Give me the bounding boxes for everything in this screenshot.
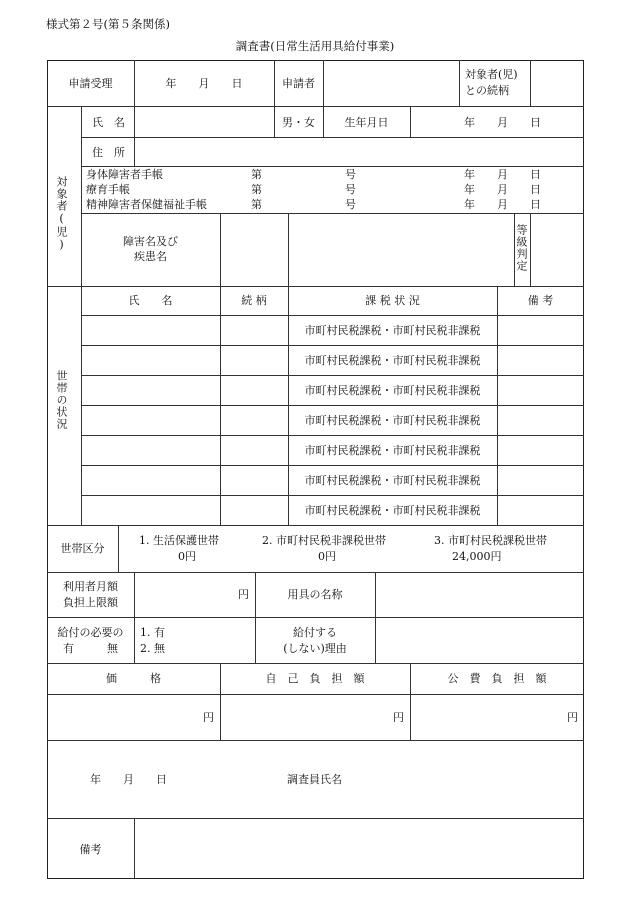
handbook-mental-label: 精神障害者保健福祉手帳 (86, 198, 207, 211)
household-row-tax[interactable]: 市町村民税課税・市町村民税非課税 (304, 324, 481, 337)
household-row-tax[interactable]: 市町村民税課税・市町村民税非課税 (304, 414, 481, 427)
rule (81, 465, 584, 466)
receipt-label: 申請受理 (68, 77, 113, 90)
handbook-ryoiku-dai: 第 (251, 183, 262, 196)
birthdate-label: 生年月日 (344, 116, 389, 129)
handbook-ryoiku-label: 療育手帳 (86, 183, 130, 196)
disease-field[interactable] (289, 214, 513, 285)
rule (47, 694, 584, 695)
handbook-physical-label: 身体障害者手帳 (86, 168, 163, 181)
grade-field[interactable] (531, 214, 583, 285)
applicant-label: 申請者 (282, 77, 315, 90)
category-option-1[interactable]: 1. 生活保護世帯 (139, 534, 219, 547)
handbook-physical-date: 年 月 日 (464, 168, 541, 181)
rule (81, 345, 584, 346)
rule (118, 525, 119, 572)
household-header-tax: 課 税 状 況 (365, 294, 420, 307)
relationship-label-line2: との続柄 (465, 84, 509, 97)
applicant-field[interactable] (324, 61, 458, 105)
address-label: 住 所 (92, 146, 125, 159)
item-name-field[interactable] (376, 573, 583, 616)
address-field[interactable] (135, 138, 583, 165)
subject-name-field[interactable] (135, 107, 273, 136)
handbook-physical-dai: 第 (251, 168, 262, 181)
rule (81, 405, 584, 406)
rule (47, 740, 584, 741)
item-name-label: 用具の名称 (287, 588, 343, 601)
name-label: 氏 名 (92, 116, 125, 129)
category-amount-3: 24,000円 (452, 550, 502, 563)
household-header-name: 氏 名 (128, 294, 173, 307)
household-row-tax[interactable]: 市町村民税課税・市町村民税非課税 (304, 354, 481, 367)
rule (47, 106, 584, 107)
category-label: 世帯区分 (60, 542, 105, 555)
necessity-option-no[interactable]: 2. 無 (140, 642, 165, 655)
self-burden-label: 自 己 負 担 額 (265, 672, 365, 685)
handbook-mental-dai: 第 (251, 198, 262, 211)
reason-label-line2: (しない)理由 (283, 642, 347, 655)
rule (81, 315, 584, 316)
relationship-label-line1: 対象者(児) (465, 68, 518, 81)
handbook-ryoiku-go: 号 (345, 183, 356, 196)
price-unit[interactable]: 円 (203, 711, 214, 724)
disability-label-line1: 障害名及び (123, 235, 178, 248)
handbook-mental-go: 号 (345, 198, 356, 211)
household-header-remarks: 備 考 (527, 294, 554, 307)
household-section-label: 世帯の状況 (55, 370, 68, 430)
rule (288, 286, 289, 525)
handbook-mental-date: 年 月 日 (464, 198, 541, 211)
remarks-field[interactable] (135, 819, 583, 878)
handbook-ryoiku-date: 年 月 日 (464, 183, 541, 196)
category-option-3[interactable]: 3. 市町村民税課税世帯 (434, 534, 547, 547)
household-header-relation: 続 柄 (241, 294, 267, 307)
category-option-2[interactable]: 2. 市町村民税非課税世帯 (262, 534, 386, 547)
disability-label-line2: 疾患名 (134, 250, 167, 263)
public-burden-unit[interactable]: 円 (567, 711, 578, 724)
reason-field[interactable] (376, 618, 583, 662)
investigation-date[interactable]: 年 月 日 (90, 773, 167, 786)
limit-label-line2: 負担上限額 (63, 596, 118, 609)
grade-label: 等級判定 (515, 224, 528, 272)
household-row-tax[interactable]: 市町村民税課税・市町村民税非課税 (304, 444, 481, 457)
sex-options[interactable]: 男・女 (282, 116, 315, 129)
rule (459, 60, 460, 106)
limit-label-line1: 利用者月額 (63, 580, 118, 593)
disability-field[interactable] (221, 214, 287, 285)
subject-section-label: 対象者(児) (55, 176, 68, 252)
form-number: 様式第２号(第５条関係) (46, 17, 170, 31)
necessity-option-yes[interactable]: 1. 有 (140, 626, 165, 639)
necessity-label-line2: 有 無 (63, 642, 118, 655)
rule (81, 495, 584, 496)
category-amount-1: 0円 (178, 550, 196, 563)
category-amount-2: 0円 (318, 550, 336, 563)
rule (81, 106, 82, 525)
rule (410, 106, 411, 137)
necessity-label-line1: 給付の必要の (57, 626, 124, 639)
rule (47, 286, 584, 287)
rule (497, 286, 498, 525)
household-row-tax[interactable]: 市町村民税課税・市町村民税非課税 (304, 504, 481, 517)
limit-unit: 円 (238, 588, 249, 601)
page-title: 調査書(日常生活用具給付事業) (235, 39, 395, 53)
investigator-label: 調査員氏名 (287, 773, 342, 786)
self-burden-unit[interactable]: 円 (393, 711, 404, 724)
rule (255, 617, 256, 663)
rule (81, 375, 584, 376)
rule (47, 525, 584, 526)
remarks-label: 備考 (79, 843, 102, 856)
rule (134, 617, 135, 663)
rule (220, 286, 221, 525)
price-label: 価 格 (106, 672, 161, 685)
reason-label-line1: 給付する (293, 626, 337, 639)
relationship-field[interactable] (531, 61, 583, 105)
rule (81, 166, 584, 167)
household-row-tax[interactable]: 市町村民税課税・市町村民税非課税 (304, 474, 481, 487)
public-burden-label: 公 費 負 担 額 (447, 672, 547, 685)
receipt-date: 年 月 日 (165, 77, 243, 90)
handbook-physical-go: 号 (345, 168, 356, 181)
rule (47, 663, 584, 664)
birthdate-value[interactable]: 年 月 日 (464, 116, 541, 129)
household-row-tax[interactable]: 市町村民税課税・市町村民税非課税 (304, 384, 481, 397)
rule (81, 435, 584, 436)
